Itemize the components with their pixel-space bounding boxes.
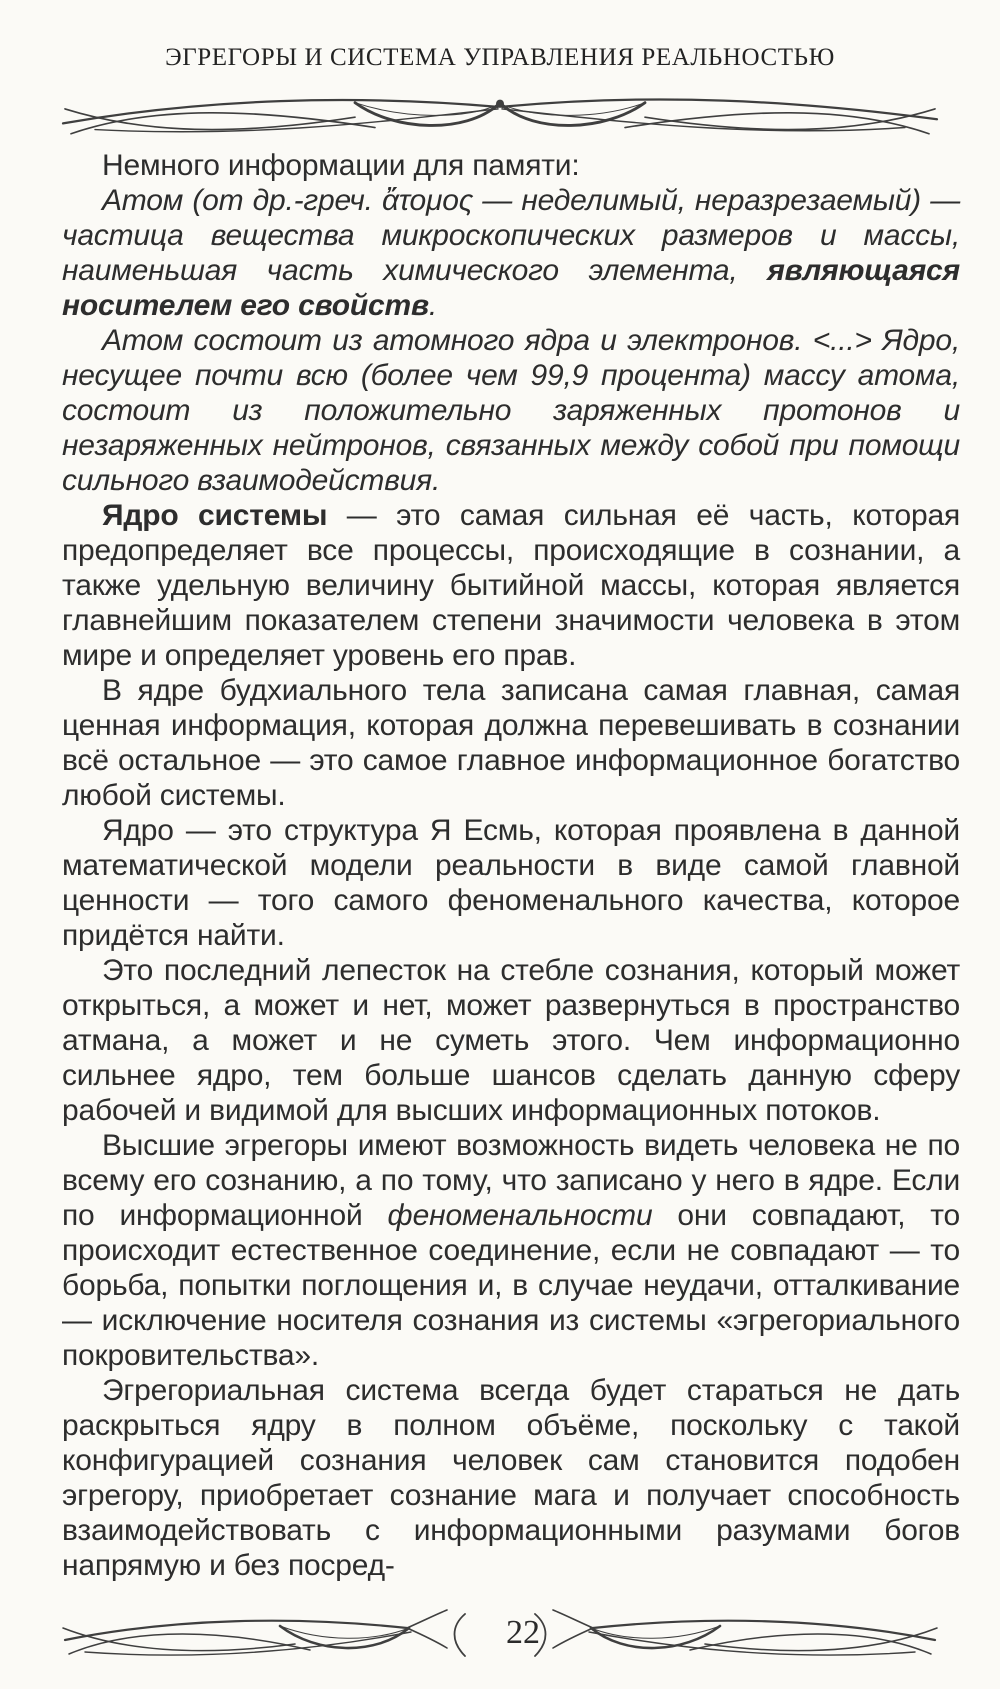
text-segment: В ядре будхиального тела записана самая главная, самая ценная информация, которая должна перевешивать в сознании всё остальное — это самое главное информационное богатство любой системы. [62, 674, 960, 812]
paragraph [62, 323, 960, 498]
paragraph [62, 673, 960, 813]
text-segment: Ядро — это структура Я Есмь, которая проявлена в данной математической модели реальности в виде самой главной ценности — того самого феноменального качества, которое придётся найти. [62, 814, 960, 952]
header-flourish-icon [55, 82, 945, 142]
text-segment: Высшие эгрегоры имеют возможность видеть человека не по всему его сознанию, а по тому, что записано у него в ядре. Если по информационной [62, 1129, 960, 1232]
paragraph [62, 953, 960, 1128]
text-segment: Эгрегориальная система всегда будет стараться не дать раскрыться ядру в полном объёме, поскольку с такой конфигурацией сознания человек сам становится подобен эгрегору, приобретает сознание мага и получает способность взаимодействовать с информационными разумами богов напрямую и без посред- [62, 1374, 960, 1582]
paragraph [62, 1373, 960, 1583]
paragraph [62, 148, 960, 183]
text-segment: Атом (от др.-греч. ἄτομος — неделимый, неразрезаемый) — частица вещества микроскопических размеров и массы, наименьшая часть химического элемента, [62, 184, 960, 287]
page-number: 22 [506, 1614, 540, 1651]
text-segment: Это последний лепесток на стебле сознания, который может открыться, а может и нет, может развернуться в пространство атмана, а может и не суметь этого. Чем информационно сильнее ядро, тем больше шансов сделать данную сферу рабочей и видимой для высших информационных потоков. [62, 954, 960, 1127]
text-segment: феноменальности [387, 1199, 653, 1232]
text-segment: . [428, 289, 438, 322]
text-segment: Немного информации для памяти: [102, 149, 580, 182]
text-segment: Атом состоит из атомного ядра и электронов. <...> Ядро, несущее почти всю (более чем 99,9 процента) массу атома, состоит из положительно заряженных протонов и незаряженных нейтронов, связанных между собой при помощи сильного взаимодействия. [62, 324, 960, 497]
page-title: ЭГРЕГОРЫ И СИСТЕМА УПРАВЛЕНИЯ РЕАЛЬНОСТЬЮ [165, 44, 835, 71]
paragraph [62, 813, 960, 953]
text-segment: — это самая сильная её часть, которая предопределяет все процессы, происходящие в сознании, а также удельную величину бытийной массы, которая является главнейшим показателем степени значимости человека в этом мире и определяет уровень его прав. [62, 499, 960, 672]
text-segment: Ядро системы [102, 499, 328, 532]
body-text [62, 148, 960, 1583]
text-segment: они совпадают, то происходит естественное соединение, если не совпадают — то борьба, попытки поглощения и, в случае неудачи, отталкивание — исключение носителя сознания из системы «эгрегориального покровительства». [62, 1199, 960, 1372]
text-segment: являющаяся носителем его свойств [62, 254, 960, 322]
paragraph [62, 183, 960, 323]
paragraph [62, 1128, 960, 1373]
paragraph [62, 498, 960, 673]
